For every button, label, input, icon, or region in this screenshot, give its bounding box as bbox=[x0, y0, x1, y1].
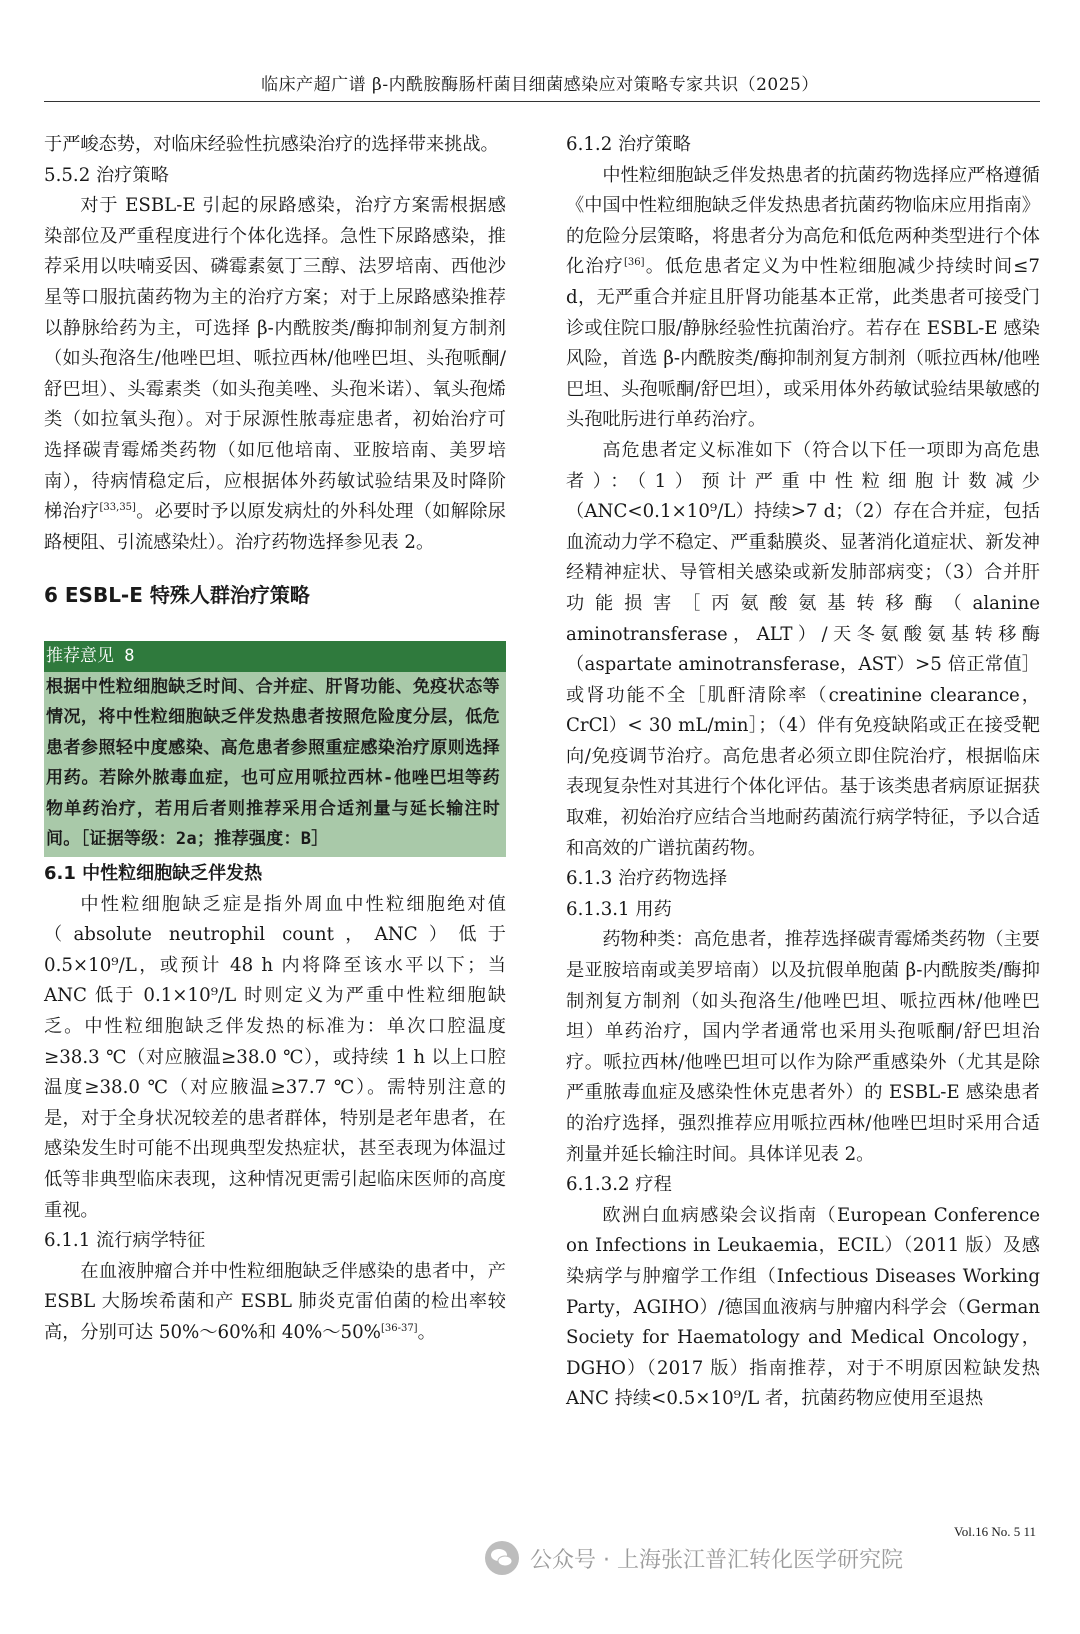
watermark-text: 公众号 · 上海张江普汇转化医学研究院 bbox=[530, 1547, 903, 1573]
section-heading-6-1-3-1: 6.1.3.1 用药 bbox=[566, 898, 672, 920]
section-heading-6-1-2: 6.1.2 治疗策略 bbox=[566, 134, 691, 155]
watermark bbox=[484, 1538, 903, 1578]
paragraph bbox=[44, 191, 506, 558]
paragraph-text: 在血液肿瘤合并中性粒细胞缺乏伴感染的患者中，产 ESBL 大肠埃希菌和产 ESBL 肺炎克雷伯菌的检出率较高，分别可达 50%～60%和 40%～50% bbox=[44, 1260, 506, 1343]
header-rule bbox=[44, 101, 1040, 102]
right-column bbox=[566, 130, 1040, 1415]
recommendation-title: 推荐意见 8 bbox=[44, 641, 506, 672]
wechat-icon bbox=[484, 1540, 520, 1576]
paragraph: 药物种类：高危患者，推荐选择碳青霉烯类药物（主要是亚胺培南或美罗培南）以及抗假单胞菌 β-内酰胺类/酶抑制剂复方制剂（如头孢洛生/他唑巴坦、哌拉西林/他唑巴坦）单药治疗，国内学者通常也采用头孢哌酮/舒巴坦治疗。哌拉西林/他唑巴坦可以作为除严重感染外（尤其是除严重脓毒血症及感染性休克患者外）的 ESBL-E 感染患者的治疗选择，强烈推荐应用哌拉西林/他唑巴坦时采用合适剂量并延长输注时间。具体详见表 2。 bbox=[566, 929, 1040, 1165]
paragraph: 欧洲白血病感染会议指南（European Conference on Infections in Leukaemia，ECIL）（2011 版）及感染病学与肿瘤学工作组（Infectious Diseases Working Party，AGIHO）/德国血液病与肿瘤内科学会（German Society for Haematology and Medical Oncology，DGHO）（2017 版）指南推荐，对于不明原因粒缺发热 ANC 持续<0.5×10⁹/L 者，抗菌药物应使用至退热 bbox=[566, 1204, 1040, 1410]
citation: [33,35] bbox=[99, 502, 136, 514]
paragraph-text: 中性粒细胞缺乏伴发热患者的抗菌药物选择应严格遵循《中国中性粒细胞缺乏伴发热患者抗菌药物临床应用指南》的危险分层策略，将患者分为高危和低危两种类型进行个体化治疗 bbox=[566, 164, 1040, 278]
section-heading-5-5-2: 5.5.2 治疗策略 bbox=[44, 164, 169, 186]
citation: [36] bbox=[624, 257, 645, 269]
citation: [36-37] bbox=[380, 1322, 418, 1334]
paragraph-text: 。必要时予以原发病灶的外科处理（如解除尿路梗阻、引流感染灶）。治疗药物选择参见表 2。 bbox=[44, 501, 506, 553]
section-heading-6-1-1: 6.1.1 流行病学特征 bbox=[44, 1230, 206, 1252]
recommendation-body: 根据中性粒细胞缺乏时间、合并症、肝肾功能、免疫状态等情况，将中性粒细胞缺乏伴发热患者按照危险度分层，低危患者参照轻中度感染、高危患者参照重症感染治疗原则选择用药。若除外脓毒血症，也可应用哌拉西林-他唑巴坦等药物单药治疗，若用后者则推荐采用合适剂量与延长输注时间。［证据等级：2a；推荐强度：B］ bbox=[46, 676, 500, 850]
paragraph-text: 对于 ESBL-E 引起的尿路感染，治疗方案需根据感染部位及严重程度进行个体化选择。急性下尿路感染，推荐采用以呋喃妥因、磷霉素氨丁三醇、法罗培南、西他沙星等口服抗菌药物为主的治疗方案；对于上尿路感染推荐以静脉给药为主，可选择 β-内酰胺类/酶抑制剂复方制剂（如头孢洛生/他唑巴坦、哌拉西林/他唑巴坦、头孢哌酮/舒巴坦）、头霉素类（如头孢美唑、头孢米诺）、氧头孢烯类（如拉氧头孢）。对于尿源性脓毒症患者，初始治疗可选择碳青霉烯类药物（如厄他培南、亚胺培南、美罗培南），待病情稳定后，应根据体外药敏试验结果及时降阶梯治疗 bbox=[44, 195, 506, 523]
page-info: Vol.16 No. 5 11 bbox=[954, 1524, 1036, 1539]
left-column bbox=[44, 130, 506, 1349]
paragraph-text: 。低危患者定义为中性粒细胞减少持续时间≤7 d，无严重合并症且肝肾功能基本正常，此类患者可接受门诊或住院口服/静脉经验性抗菌治疗。若存在 ESBL-E 感染风险，首选 β-内酰胺类/酶抑制剂复方制剂（哌拉西林/他唑巴坦、头孢哌酮/舒巴坦），或采用体外药敏试验结果敏感的头孢吡肟进行单药治疗。 bbox=[566, 256, 1040, 431]
paragraph: 中性粒细胞缺乏症是指外周血中性粒细胞绝对值（absolute neutrophil count，ANC）低于 0.5×10⁹/L，或预计 48 h 内将降至该水平以下；当 ANC 低于 0.1×10⁹/L 时则定义为严重中性粒细胞缺乏。中性粒细胞缺乏伴发热的标准为：单次口腔温度≥38.3 ℃（对应腋温≥38.0 ℃），或持续 1 h 以上口腔温度≥38.0 ℃（对应腋温≥37.7 ℃）。需特别注意的是，对于全身状况较差的患者群体，特别是老年患者，在感染发生时可能不出现典型发热症状，甚至表现为体温过低等非典型临床表现，这种情况更需引起临床医师的高度重视。 bbox=[44, 893, 506, 1221]
running-title: 临床产超广谱 β-内酰胺酶肠杆菌目细菌感染应对策略专家共识（2025） bbox=[261, 75, 819, 95]
section-heading-6: 6 ESBL-E 特殊人群治疗策略 bbox=[44, 583, 310, 608]
paragraph: 于严峻态势，对临床经验性抗感染治疗的选择带来挑战。 bbox=[44, 134, 499, 155]
paragraph-text: 。 bbox=[417, 1321, 436, 1343]
paragraph bbox=[566, 161, 1040, 436]
section-heading-6-1-3: 6.1.3 治疗药物选择 bbox=[566, 868, 728, 890]
section-heading-6-1: 6.1 中性粒细胞缺乏伴发热 bbox=[44, 863, 263, 885]
paragraph: 高危患者定义标准如下（符合以下任一项即为高危患者）：（1）预计严重中性粒细胞计数减少（ANC<0.1×10⁹/L）持续>7 d；（2）存在合并症，包括血流动力学不稳定、严重黏膜炎、显著消化道症状、新发神经精神症状、导管相关感染或新发肺部病变；（3）合并肝功能损害［丙氨酸氨基转移酶（alanine aminotransferase，ALT）/天冬氨酸氨基转移酶（aspartate aminotransferase，AST）>5 倍正常值］或肾功能不全［肌酐清除率（creatinine clearance，CrCl）< 30 mL/min］；（4）伴有免疫缺陷或正在接受靶向/免疫调节治疗。高危患者必须立即住院治疗，根据临床表现复杂性对其进行个体化评估。基于该类患者病原证据获取难，初始治疗应结合当地耐药菌流行病学特征，予以合适和高效的广谱抗菌药物。 bbox=[566, 439, 1040, 859]
recommendation-box bbox=[44, 641, 506, 857]
section-heading-6-1-3-2: 6.1.3.2 疗程 bbox=[566, 1174, 672, 1196]
paragraph bbox=[44, 1257, 506, 1349]
